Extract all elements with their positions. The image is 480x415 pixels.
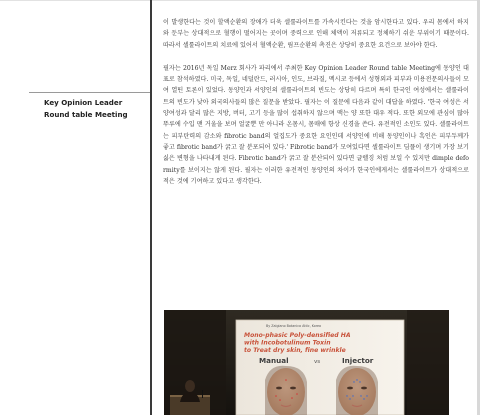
slide-label-injector: Injector [342,356,374,365]
conference-photo-graphic [164,310,449,415]
margin-rule [29,92,150,93]
slide-title-line-3: to Treat dry skin, fine wrinkle [244,347,346,354]
paragraph-intro: 이 발생한다는 것이 할액순환의 장애가 더욱 셀룰라이트를 가속시킨다는 것을 암시한다고 있다. 우리 몸에서 하지와 둔부는 상대적으로 혈행이 떨어지는 곳이며 중력으로 인해 체액이 저류되고 정체하기 쉬운 부위이기 때문이다. 따라서 셀룰라이트의 치료에 있어서 혈액순환, 림프순환의 촉진은 상당히 중요한 요건으로 보아야 한다. [163,19,469,49]
slide-byline: By Zalgiano Botanica Attic, Korea [266,324,322,328]
section-heading: Key Opinion Leader Round table Meeting [44,98,128,119]
conference-photo [164,310,449,415]
room-shadow-right [407,310,449,415]
slide-title-line-2: with Incobotulinum Toxin [244,339,331,347]
paragraph-meeting: 필자는 2016년 독일 Merz 회사가 파리에서 주최한 Key Opinion Leader Round table Meeting에 동양인 대표로 참석하였다. 미국, 독일, 네덜란드, 러시아, 인도, 브라질, 멕시코 등에서 성형외과 피부과 미용전문의사들이 모여 열띤 토론이 있었다. 동양인과 서양인의 셀룰라이트의 빈도는 상당히 다르며 특히 한국인 여성에서는 셀룰라이트의 빈도가 낮아 외국의사들의 많은 질문을 받았다. 필자는 이 질문에 다음과 같이 대답을 하였다. '한국 여성은 서양여성과 달리 많은 지방, 버터, 고기 등을 많이 섭취하지 않으며 맥는 양 또한 대우 적다. 또한 외모에 관심이 많아 뚜루에 수입 맨 거울을 보며 얼굴뿐 만 아니라 온몸시, 몸매에 항상 신경을 쓴다. 유전적인 소인도 있다. 셀룰라이트는 피부탄력의 감소와 fibrotic band의 얼집도가 중요한 요인인데 서양인에 비해 동양인이나 흑인은 피부두께가 좋고 fibrotic band가 굵고 잘 분포되어 있다.' Fibrotic band가 모여있다면 셀룰라이트 딤플이 생기며 가장 보기 싫은 변형을 나타내게 된다. Fibrotic band가 굵고 잘 분산되어 있다면 글렐징 처럼 보일 수 있지만 dimple deformity를 보이지는 않게 된다. 필자는 이러한 유전적인 동양인의 차이가 한국인에게서는 셀룰라이트가 상대적으로 적은 것에 기여하고 있다고 생각한다. [163,64,469,185]
slide-label-manual: Manual [259,356,289,365]
top-rule [0,0,480,1]
slide-face-left [265,366,307,415]
slide-label-vs: vs [314,359,321,365]
article-body [163,17,469,187]
slide-title-line-1: Mono-phasic Poly-densified HA [244,332,351,339]
presenter-head [185,380,195,392]
column-divider [150,0,152,415]
slide-face-right [336,366,378,415]
microphone [202,390,203,398]
